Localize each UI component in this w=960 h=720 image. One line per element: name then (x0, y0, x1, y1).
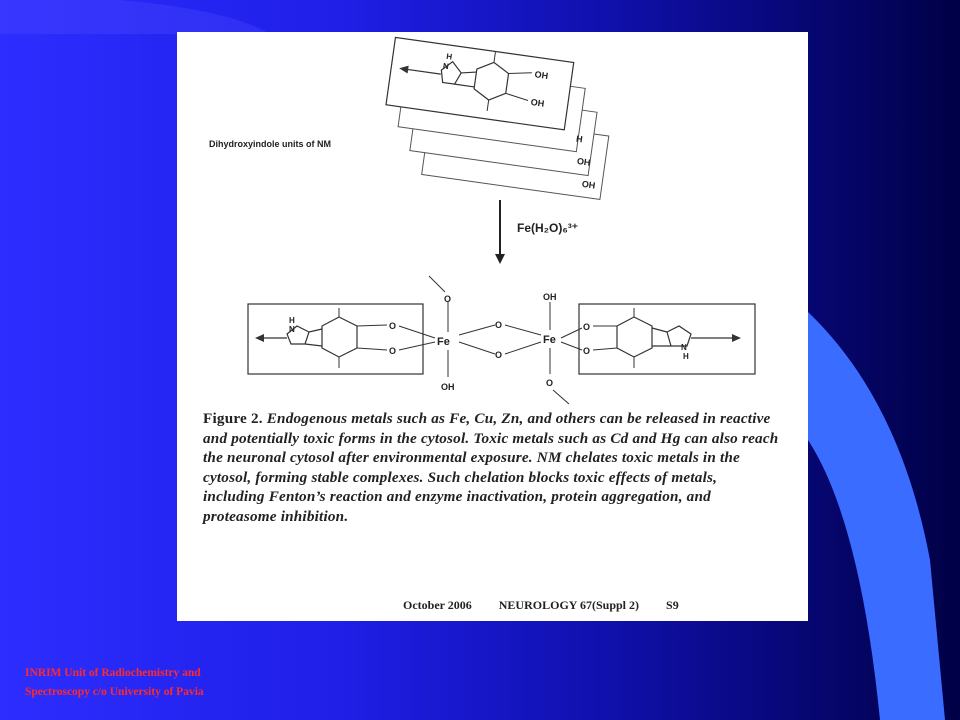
journal-footer (403, 598, 703, 613)
credit-line-2: Spectroscopy c/o University of Pavia (25, 686, 204, 698)
oh-label: OH (543, 292, 557, 302)
footer-page: S9 (666, 598, 679, 612)
o-label: O (583, 322, 591, 332)
o-label: O (546, 378, 554, 388)
reaction-arrow-head (495, 254, 505, 264)
n-label: N (681, 343, 687, 352)
fe-label-right: Fe (543, 334, 556, 346)
o-label: O (495, 350, 503, 360)
footer-date: October 2006 (403, 598, 472, 612)
oh-label: OH (576, 155, 592, 168)
left-complex-box (248, 304, 423, 374)
caption-text: Endogenous metals such as Fe, Cu, Zn, and others can be released in reactive and potentially toxic forms in the cytosol. Toxic metals such as Cd and Hg can also reach the neuronal cytosol after environmental exposure. NM chelates toxic metals in the cytosol, forming stable complexes. Such chelation blocks toxic effects of metals, including Fenton’s reaction and enzyme inactivation, protein aggregation, and proteasome inhibition. (203, 410, 779, 525)
figure-caption (203, 409, 781, 526)
o-label: O (583, 346, 591, 356)
right-curve-shape (808, 312, 945, 720)
indole-sheet-stack (377, 37, 618, 199)
n-label: N (442, 61, 450, 72)
institution-credit (25, 664, 204, 702)
o-label: O (389, 346, 397, 356)
oh-label: OH (581, 178, 596, 191)
oh-label: OH (534, 69, 549, 82)
top-swoosh (0, 0, 270, 34)
h-label: H (445, 51, 453, 62)
n-label: N (289, 325, 295, 334)
o-label: O (495, 320, 503, 330)
right-complex-box (579, 304, 755, 374)
oh-label: OH (441, 382, 455, 392)
footer-journal: NEUROLOGY 67(Suppl 2) (498, 598, 640, 612)
caption-label: Figure 2. (203, 410, 263, 427)
h-label: H (575, 133, 584, 145)
figure-panel (177, 32, 808, 621)
dihydroxyindole-label: Dihydroxyindole units of NM (209, 139, 332, 149)
reagent-label: Fe(H₂O)₆³⁺ (517, 221, 579, 235)
o-label: O (389, 321, 397, 331)
credit-line-1: INRIM Unit of Radiochemistry and (25, 667, 201, 679)
oh-label: OH (530, 96, 545, 109)
fe-label-left: Fe (437, 336, 450, 348)
h-label: H (683, 352, 689, 361)
o-label: O (444, 294, 452, 304)
h-label: H (289, 316, 295, 325)
chemical-diagram (177, 32, 808, 621)
